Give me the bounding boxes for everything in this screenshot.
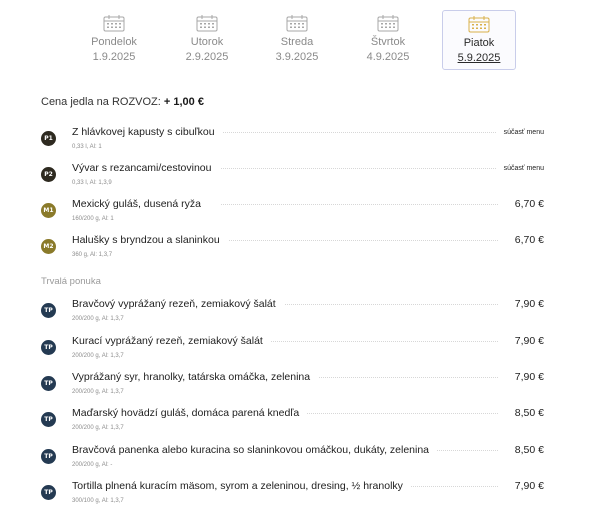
menu-item-title: Kurací vyprážaný rezeň, zemiakový šalát bbox=[72, 334, 271, 348]
dotted-leader bbox=[221, 168, 498, 169]
menu-item-price: 8,50 € bbox=[507, 443, 544, 457]
delivery-price-note bbox=[41, 96, 204, 108]
menu-item-price: 7,90 € bbox=[507, 370, 544, 384]
menu-code-badge: M2 bbox=[41, 239, 56, 254]
menu-item[interactable] bbox=[41, 125, 544, 155]
menu-code-badge: TP bbox=[41, 303, 56, 318]
menu-code-badge: M1 bbox=[41, 203, 56, 218]
menu-item-price: 7,90 € bbox=[507, 297, 544, 311]
calendar-icon bbox=[286, 14, 308, 32]
day-date: 1.9.2025 bbox=[92, 51, 136, 63]
menu-code-badge: TP bbox=[41, 449, 56, 464]
day-tab-piatok[interactable] bbox=[442, 10, 516, 70]
menu-code-badge: TP bbox=[41, 376, 56, 391]
menu-item[interactable] bbox=[41, 370, 544, 400]
menu-item-price: 7,90 € bbox=[507, 334, 544, 348]
menu-item-price: súčasť menu bbox=[496, 162, 544, 176]
day-date: 3.9.2025 bbox=[275, 51, 319, 63]
menu-item[interactable] bbox=[41, 161, 544, 191]
menu-item-price: 8,50 € bbox=[507, 406, 544, 420]
delivery-price: + 1,00 € bbox=[163, 96, 204, 108]
menu-item-meta: 200/200 g, Al: 1,3,7 bbox=[72, 425, 124, 431]
menu-item-meta: 200/200 g, Al: 1,3,7 bbox=[72, 353, 124, 359]
day-name: Piatok bbox=[463, 37, 495, 49]
dotted-leader bbox=[221, 240, 498, 241]
menu-code-badge: P1 bbox=[41, 131, 56, 146]
menu-code-badge: TP bbox=[41, 412, 56, 427]
day-tabs bbox=[0, 10, 606, 72]
day-name: Pondelok bbox=[91, 36, 137, 48]
menu-item-price: 6,70 € bbox=[507, 233, 544, 247]
day-date: 2.9.2025 bbox=[185, 51, 229, 63]
menu-code-badge: P2 bbox=[41, 167, 56, 182]
menu-item[interactable] bbox=[41, 197, 544, 227]
menu-item-meta: 0,33 l, Al: 1,3,9 bbox=[72, 180, 112, 186]
menu-item-price: 7,90 € bbox=[507, 479, 544, 493]
dotted-leader bbox=[221, 204, 498, 205]
menu-item-title: Maďarský hovädzí guláš, domáca parená knedľa bbox=[72, 406, 307, 420]
day-name: Utorok bbox=[190, 36, 224, 48]
day-name: Streda bbox=[280, 36, 314, 48]
menu-item-title: Vyprážaný syr, hranolky, tatárska omáčka, zelenina bbox=[72, 370, 318, 384]
day-tab-utorok[interactable] bbox=[170, 10, 244, 70]
menu-item-title: Mexický guláš, dusená ryža bbox=[72, 197, 209, 211]
day-date: 5.9.2025 bbox=[457, 52, 501, 64]
menu-item-meta: 200/200 g, Al: - bbox=[72, 462, 113, 468]
day-tab-streda[interactable] bbox=[260, 10, 334, 70]
calendar-icon bbox=[468, 15, 490, 33]
menu-item-title: Halušky s bryndzou a slaninkou bbox=[72, 233, 228, 247]
menu-item-meta: 0,33 l, Al: 1 bbox=[72, 144, 102, 150]
menu-code-badge: TP bbox=[41, 340, 56, 355]
menu-item-meta: 360 g, Al: 1,3,7 bbox=[72, 252, 113, 258]
menu-item-title: Bravčová panenka alebo kuracina so slaninkovou omáčkou, dukáty, zelenina bbox=[72, 443, 437, 457]
day-name: Štvrtok bbox=[370, 36, 406, 48]
day-date: 4.9.2025 bbox=[366, 51, 410, 63]
menu-item-title: Vývar s rezancami/cestovinou bbox=[72, 161, 219, 175]
day-tab-stvrtok[interactable] bbox=[351, 10, 425, 70]
menu-item-meta: 200/200 g, Al: 1,3,7 bbox=[72, 316, 124, 322]
menu-item[interactable] bbox=[41, 443, 544, 473]
dotted-leader bbox=[221, 132, 498, 133]
calendar-icon bbox=[103, 14, 125, 32]
menu-item[interactable] bbox=[41, 406, 544, 436]
menu-code-badge: TP bbox=[41, 485, 56, 500]
menu-item-title: Bravčový vyprážaný rezeň, zemiakový šalát bbox=[72, 297, 284, 311]
day-tab-pondelok[interactable] bbox=[77, 10, 151, 70]
delivery-label: Cena jedla na ROZVOZ: bbox=[41, 96, 161, 108]
menu-item-meta: 160/200 g, Al: 1 bbox=[72, 216, 114, 222]
calendar-icon bbox=[196, 14, 218, 32]
permanent-menu-heading: Trvalá ponuka bbox=[41, 276, 101, 287]
menu-item[interactable] bbox=[41, 233, 544, 263]
menu-item-price: 6,70 € bbox=[507, 197, 544, 211]
menu-item[interactable] bbox=[41, 297, 544, 327]
menu-item-price: súčasť menu bbox=[496, 126, 544, 140]
menu-item-title: Z hlávkovej kapusty s cibuľkou bbox=[72, 125, 223, 139]
menu-item[interactable] bbox=[41, 334, 544, 364]
menu-item-title: Tortilla plnená kuracím mäsom, syrom a zeleninou, dresing, ½ hranolky bbox=[72, 479, 411, 493]
menu-item-meta: 200/200 g, Al: 1,3,7 bbox=[72, 389, 124, 395]
menu-item[interactable] bbox=[41, 479, 544, 509]
calendar-icon bbox=[377, 14, 399, 32]
menu-item-meta: 300/100 g, Al: 1,3,7 bbox=[72, 498, 124, 504]
